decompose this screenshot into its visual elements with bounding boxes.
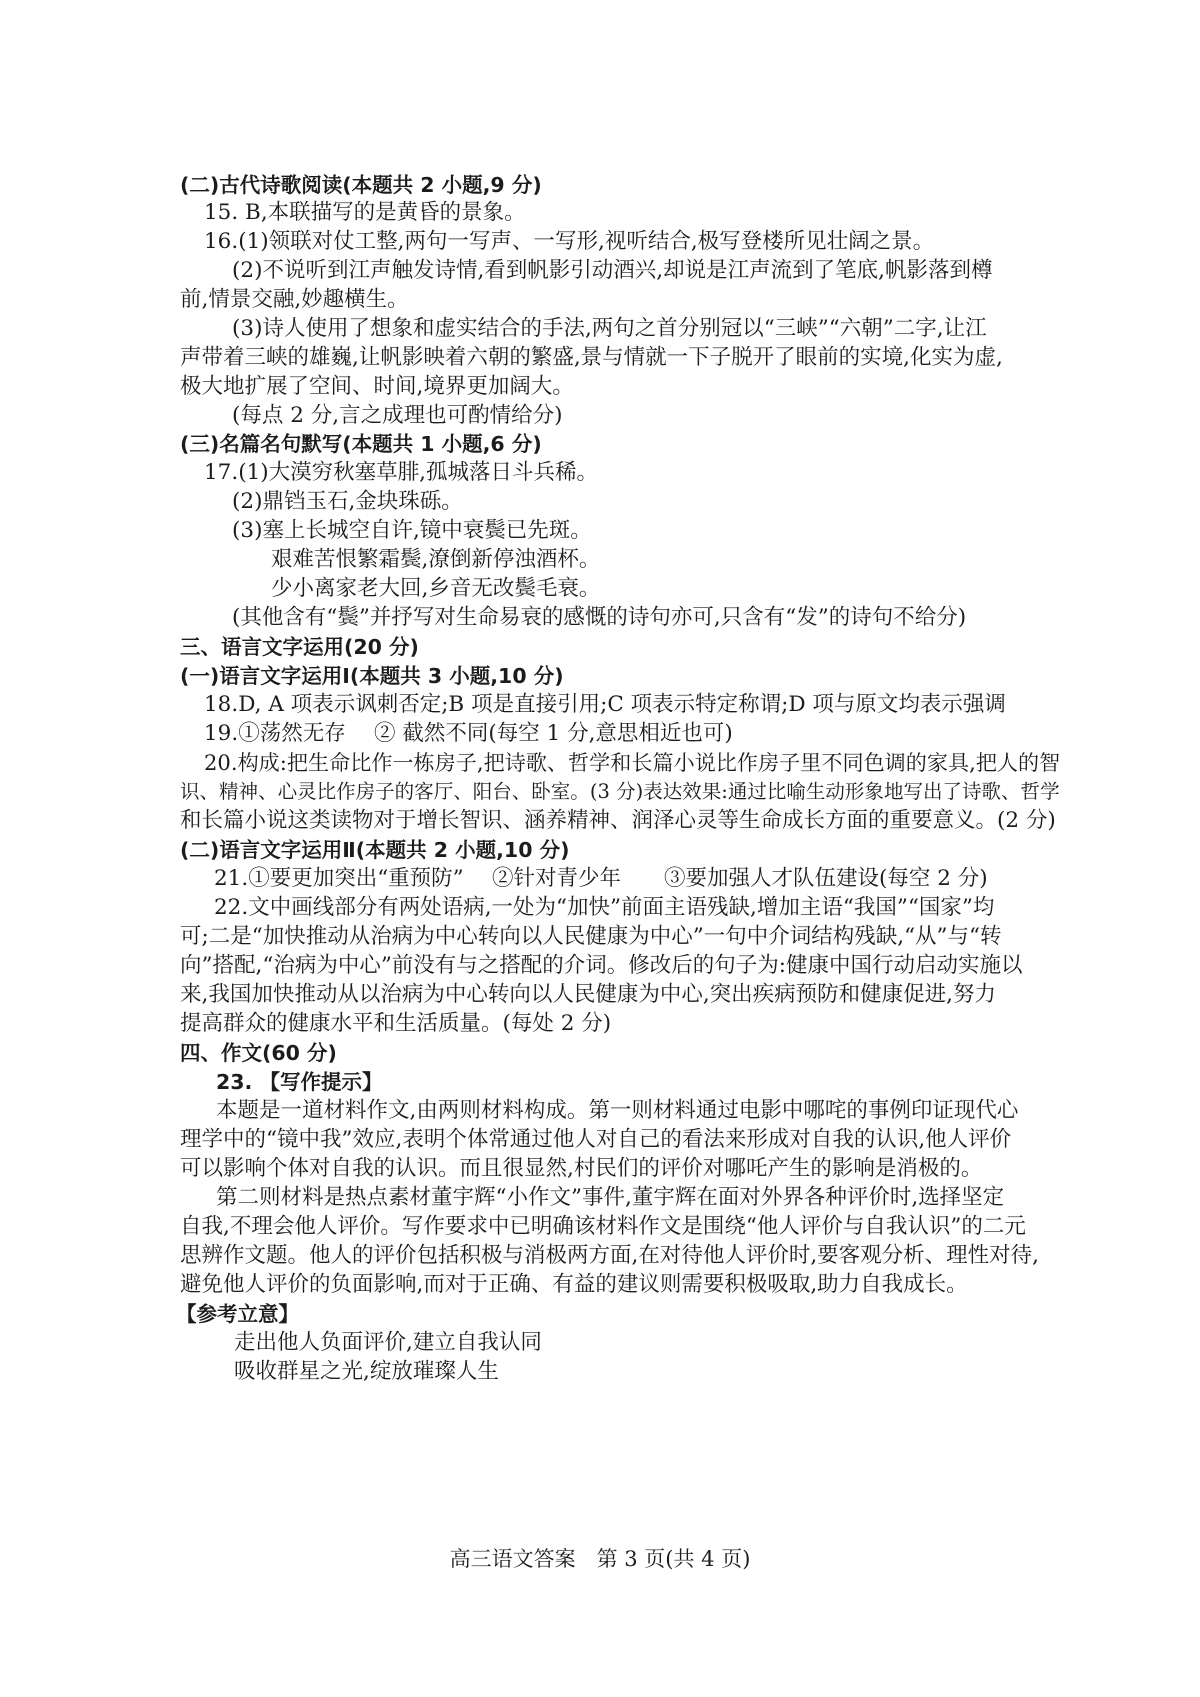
answer-20-line2: 识、精神、心灵比作房子的客厅、阳台、卧室。(3 分)表达效果:通过比喻生动形象地写出了诗歌、哲学 [180,780,1060,803]
answer-16-3-line3: 极大地扩展了空间、时间,境界更加阔大。 [180,374,574,399]
section-heading-recitation: (三)名篇名句默写(本题共 1 小题,6 分) [180,432,542,456]
answer-20-line3: 和长篇小说这类读物对于增长智识、涵养精神、润泽心灵等生命成长方面的重要意义。(2 分) [180,808,1056,833]
answer-20-line1: 20.构成:把生命比作一栋房子,把诗歌、哲学和长篇小说比作房子里不同色调的家具,把人的智 [204,750,1061,775]
answer-17-2: (2)鼎铛玉石,金块珠砾。 [232,489,463,514]
answer-22-line4: 来,我国加快推动从以治病为中心转向以人民健康为中心,突出疾病预防和健康促进,努力 [180,982,997,1007]
answer-16-3-line2: 声带着三峡的雄巍,让帆影映着六朝的繁盛,景与情就一下子脱开了眼前的实境,化实为虚, [180,345,1003,370]
answer-21: 21.①要更加突出“重预防” ②针对青少年 ③要加强人才队伍建设(每空 2 分) [214,866,988,891]
answer-17-3-line2: 艰难苦恨繁霜鬓,潦倒新停浊酒杯。 [271,547,601,572]
tips-paragraph-1-line3: 可以影响个体对自我的认识。而且很显然,村民们的评价对哪吒产生的影响是消极的。 [180,1156,983,1181]
answer-19: 19.①荡然无存 ② 截然不同(每空 1 分,意思相近也可) [204,721,733,746]
answer-18: 18.D, A 项表示讽刺否定;B 项是直接引用;C 项表示特定称谓;D 项与原文均表示强调 [204,692,1006,717]
answer-22-line3: 向”搭配,“治病为中心”前没有与之搭配的介词。修改后的句子为:健康中国行动启动实施以 [180,953,1023,978]
answer-17-3-line1: (3)塞上长城空自许,镜中衰鬓已先斑。 [232,518,592,543]
tips-paragraph-2-line2: 自我,不理会他人评价。写作要求中已明确该材料作文是围绕“他人评价与自我认识”的二元 [180,1214,1026,1239]
subsection-heading-language-2: (二)语言文字运用Ⅱ(本题共 2 小题,10 分) [180,838,570,862]
part-heading-composition: 四、作文(60 分) [180,1041,337,1065]
answer-22-line5: 提高群众的健康水平和生活质量。(每处 2 分) [180,1011,612,1036]
reference-theme-heading: 【参考立意】 [176,1302,299,1326]
answer-17-3-line3: 少小离家老大回,乡音无改鬓毛衰。 [271,576,601,601]
writing-tips-heading: 23. 【写作提示】 [216,1070,383,1094]
answer-16-2-line2: 前,情景交融,妙趣横生。 [180,287,409,312]
section-heading-poetry: (二)古代诗歌阅读(本题共 2 小题,9 分) [180,173,542,197]
answer-22-line2: 可;二是“加快推动从治病为中心转向以人民健康为中心”一句中介词结构残缺,“从”与“转 [180,924,1002,949]
part-heading-language: 三、语言文字运用(20 分) [180,635,419,659]
answer-16-2-line1: (2)不说听到江声触发诗情,看到帆影引动酒兴,却说是江声流到了笔底,帆影落到樽 [232,258,993,283]
reference-theme-2: 吸收群星之光,绽放璀璨人生 [234,1359,499,1384]
page-footer: 高三语文答案 第 3 页(共 4 页) [449,1547,751,1571]
subsection-heading-language-1: (一)语言文字运用Ⅰ(本题共 3 小题,10 分) [180,664,564,688]
answer-15: 15. B,本联描写的是黄昏的景象。 [204,200,526,225]
answer-17-note: (其他含有“鬓”并抒写对生命易衰的感慨的诗句亦可,只含有“发”的诗句不给分) [232,605,967,630]
tips-paragraph-1-line1: 本题是一道材料作文,由两则材料构成。第一则材料通过电影中哪咤的事例印证现代心 [216,1098,1019,1123]
reference-theme-1: 走出他人负面评价,建立自我认同 [234,1330,542,1355]
answer-22-line1: 22.文中画线部分有两处语病,一处为“加快”前面主语残缺,增加主语“我国”“国家”均 [214,895,995,920]
answer-16-1: 16.(1)领联对仗工整,两句一写声、一写形,视听结合,极写登楼所见壮阔之景。 [204,229,935,254]
answer-16-note: (每点 2 分,言之成理也可酌情给分) [232,403,563,428]
tips-paragraph-2-line4: 避免他人评价的负面影响,而对于正确、有益的建议则需要积极吸取,助力自我成长。 [180,1272,968,1297]
answer-16-3-line1: (3)诗人使用了想象和虚实结合的手法,两句之首分别冠以“三峡”“六朝”二字,让江 [232,316,987,341]
tips-paragraph-1-line2: 理学中的“镜中我”效应,表明个体常通过他人对自己的看法来形成对自我的认识,他人评价 [180,1127,1012,1152]
answer-17-1: 17.(1)大漠穷秋塞草腓,孤城落日斗兵稀。 [204,460,598,485]
tips-paragraph-2-line3: 思辨作文题。他人的评价包括积极与消极两方面,在对待他人评价时,要客观分析、理性对待, [180,1243,1040,1268]
tips-paragraph-2-line1: 第二则材料是热点素材董宇辉“小作文”事件,董宇辉在面对外界各种评价时,选择坚定 [216,1185,1005,1210]
